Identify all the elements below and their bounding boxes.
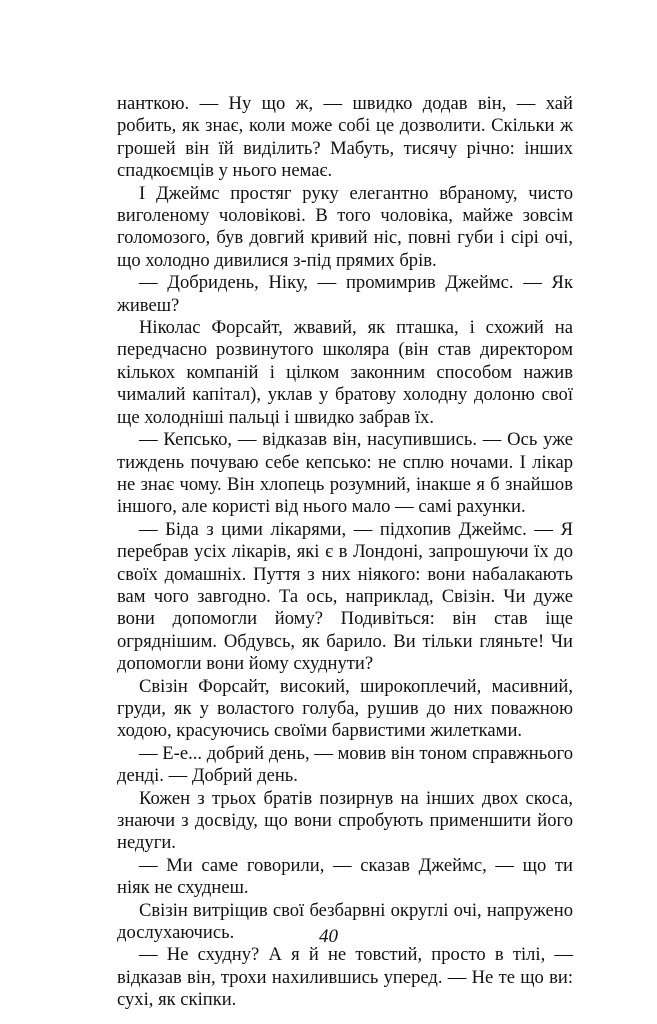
paragraph: — Кепсько, — відказав він, насупившись. — Ось уже тиждень почуваю себе кепсько: не сплю ночами. І лікар не знає чому. Він хлопець розумний, інакше я б знайшов іншого, але користі від нього мало — самі рахунки.: [117, 429, 573, 518]
paragraph: — Не схудну? А я й не товстий, просто в тілі, — відказав він, трохи нахилившись уперед. — Не те що ви: сухі, як скіпки.: [117, 944, 573, 1011]
paragraph: — Ми саме говорили, — сказав Джеймс, — що ти ніяк не схуднеш.: [117, 854, 573, 899]
paragraph: — Добридень, Ніку, — промимрив Джеймс. — Як живеш?: [117, 272, 573, 316]
paragraph: — Біда з цими лікарями, — підхопив Джеймс. — Я перебрав усіх лікарів, які є в Лондоні, запрошуючи їх до своїх домашніх. Пуття з них ніякого: вони набалакають вам чого завгодно. Та ось, наприклад, Свізін. Чи дуже вони допомогли йому? Подивіться: він став іще огряднішим. Обдувсь, як барило. Ви тільки гляньте! Чи допомогли вони йому схуднути?: [117, 518, 573, 675]
paragraph: Свізін витріщив свої безбарвні округлі очі, напружено дослухаючись.: [117, 899, 573, 944]
paragraph: І Джеймс простяг руку елегантно вбраному, чисто виголеному чоловікові. В того чоловіка, майже зовсім голомозого, був довгий кривий ніс, повні губи і сірі очі, що холодно дивилися з-під прямих брів.: [117, 182, 573, 271]
page-number: 40: [319, 926, 338, 947]
body-text: [117, 93, 573, 1012]
paragraph: нанткою. — Ну що ж, — швидко додав він, — хай робить, як знає, коли може собі це дозволити. Скільки ж грошей він їй виділить? Мабуть, тисячу річно: інших спадкоємців у нього немає.: [117, 93, 573, 182]
paragraph: Ніколас Форсайт, жвавий, як пташка, і схожий на передчасно розвинутого школяра (він став директором кількох компаній і цілком законним способом нажив чималий капітал), уклав у братову холодну долоню свої ще холодніші пальці і швидко забрав їх.: [117, 317, 573, 428]
paragraph: — Е-е... добрий день, — мовив він тоном справжнього денді. — Добрий день.: [117, 742, 573, 787]
paragraph: Кожен з трьох братів позирнув на інших двох скоса, знаючи з досвіду, що вони спробують применшити його недуги.: [117, 787, 573, 854]
paragraph: Свізін Форсайт, високий, широкоплечий, масивний, груди, як у воластого голуба, рушив до них поважною ходою, красуючись своїми барвистими жилетками.: [117, 675, 573, 742]
